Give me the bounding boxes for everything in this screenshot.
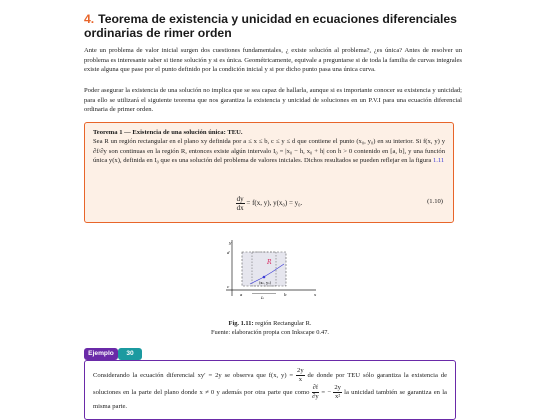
example-text-1: Considerando la ecuación diferencial xy′ = 2y se observa que f(x, y) = xyxy=(93,372,294,380)
equation-rhs: = f(x, y), y(x₀) = y₀. xyxy=(246,199,303,208)
example-label-badge: Ejemplo xyxy=(84,348,118,360)
derivative-fraction xyxy=(236,195,245,212)
example-box xyxy=(84,360,456,420)
example-text-3: = − xyxy=(321,389,332,397)
fraction-1-denominator: x xyxy=(298,376,302,383)
point-label: (x₀, y₀) xyxy=(259,281,272,285)
rectangular-region-figure xyxy=(220,238,320,302)
section-title: Teorema de existencia y unicidad en ecuaciones diferenciales ordinarias de rimer orden xyxy=(84,12,457,40)
fraction-3-denominator: x² xyxy=(334,393,341,400)
equation-1-10 xyxy=(85,195,453,212)
interval-label: I₀ xyxy=(261,295,265,300)
derivative-denominator: dx xyxy=(236,204,244,212)
figure-link[interactable]: 1.11 xyxy=(432,157,445,165)
tick-a: a xyxy=(240,292,243,297)
theorem-title: Teorema 1 — Existencia de una solución única: TEU. xyxy=(93,129,243,136)
theorem-box xyxy=(84,122,454,223)
initial-point xyxy=(263,276,266,279)
x-axis-label: x xyxy=(314,292,317,297)
caption-label: Fig. 1.11: xyxy=(228,320,254,327)
section-number: 4. xyxy=(84,12,95,26)
example-text-4: la unicidad también se garantiza en la misma parte. xyxy=(93,389,447,410)
tick-c: c xyxy=(227,284,230,289)
region-label: R xyxy=(267,259,272,266)
section-heading xyxy=(84,12,464,40)
example-fraction-3 xyxy=(333,384,342,401)
example-text-2: de donde por TEU sólo garantiza la existencia de soluciones en la parte del plano donde x ≠ 0 y además por otra parte que como xyxy=(93,372,448,397)
example-fraction-2 xyxy=(312,384,319,401)
example-fraction-1 xyxy=(296,367,305,384)
intro-paragraph: Ante un problema de valor inicial surgen dos cuestiones fundamentales, ¿ existe solución al problema?, ¿es única? Antes de resolver un problema es interesante saber si tiene solución y si es única. Geométricamente, equivale a preguntarse si de toda la familia de curvas integrales existe alguna que pase por el punto definido por la condición inicial y si por dicho punto pasa una única curva. xyxy=(84,47,462,74)
theorem-statement: Sea R un región rectangular en el plano xy definida por a ≤ x ≤ b, c ≤ y ≤ d que contiene el punto (x₀, y₀) en su interior. Si f(x, y) y ∂f/∂y son continuas en la región R, entonces existe algún intervalo I₀ = |x₀ − h, x₀ + h| con h > 0 contenido en [a, b], y una función única y(x), definida en I₀ que es una solución del problema de valores iniciales. Dichos resultados se pueden reflejar en la figura xyxy=(93,138,445,165)
fraction-1-numerator: 2y xyxy=(297,367,304,374)
caption-text: región Rectangular R. xyxy=(253,320,312,327)
fraction-2-numerator: ∂f xyxy=(312,384,319,391)
fraction-3-numerator: 2y xyxy=(334,384,341,391)
fraction-2-denominator: ∂y xyxy=(312,393,319,400)
figure-caption xyxy=(120,320,420,337)
theorem-text xyxy=(93,137,445,165)
second-paragraph: Poder asegurar la existencia de una solución no implica que se sea capaz de hallarla, aunque si es importante conocer su existencia y unicidad; para ello se utilizará el siguiente teorema que nos garantiza la existencia y unicidad de soluciones en un P.V.I para una ecuación diferencial ordinaria de primer orden. xyxy=(84,87,462,114)
equation-number: (1.10) xyxy=(427,198,443,205)
tick-d: d xyxy=(227,250,230,255)
figure-source: Fuente: elaboración propia con Inkscape 0.47. xyxy=(210,328,329,336)
example-number-badge: 30 xyxy=(118,348,142,360)
derivative-numerator: dy xyxy=(236,195,244,203)
tick-b: b xyxy=(284,292,287,297)
y-axis-label: y xyxy=(229,240,232,245)
